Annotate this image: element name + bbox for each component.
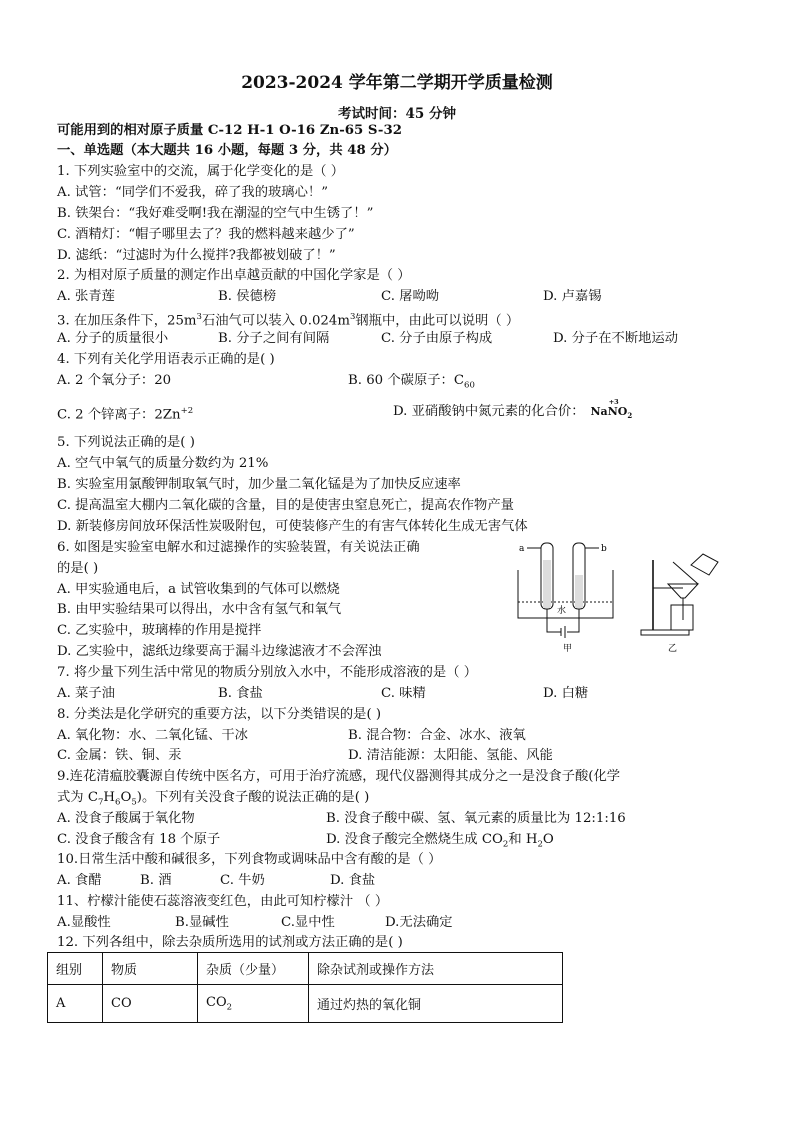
q6-stem-line1: 6. 如图是实验室电解水和过滤操作的实验装置，有关说法正确 [57,540,420,555]
q2-option-c: C. 屠呦呦 [381,289,440,304]
q5-option-d: D. 新装修房间放环保活性炭吸附包，可使装修产生的有害气体转化生成无害气体 [57,519,528,534]
q3-stem: 3. 在加压条件下，$25m^3$石油气可以装入 $0.024m^3$钢瓶中，由此可以说明（ ） [57,312,520,329]
q6-option-d: D. 乙实验中，滤纸边缘要高于漏斗边缘滤液才不会浑浊 [57,644,382,659]
q12-stem: 12. 下列各组中，除去杂质所选用的试剂或方法正确的是( ) [57,935,403,950]
q9-option-b: B. 没食子酸中碳、氢、氧元素的质量比为 12:1:16 [326,811,626,826]
q11-option-c: C.显中性 [281,915,335,930]
page-title: 2023-2024 学年第二学期开学质量检测 [241,73,553,93]
sodium-nitrite-formula: NaN +3 $O_2$ [590,398,633,421]
fig-label-jia: 甲 [563,644,573,654]
electrolysis-apparatus [518,543,613,638]
atomic-masses: 可能用到的相对原子质量 C-12 H-1 O-16 Zn-65 S-32 [57,123,402,138]
q6-option-b: B. 由甲实验结果可以得出，水中含有氢气和氧气 [57,602,342,617]
q4-option-c: C. 2 个锌离子：$2Zn^{+2}$ [57,406,194,423]
q11-option-b: B.显碱性 [175,915,229,930]
table-header-cell: 除杂试剂或操作方法 [309,953,563,985]
fig-label-a: a [519,544,525,554]
table-cell-impurity: $CO_2$ [198,985,309,1023]
filtration-apparatus [641,554,718,635]
q4-option-d: D. 亚硝酸钠中氮元素的化合价： NaN +3 $O_2$ [393,398,633,421]
q9-option-c: C. 没食子酸含有 18 个原子 [57,832,221,847]
fig-label-b: b [601,544,607,554]
q10-stem: 10.日常生活中酸和碱很多，下列食物或调味品中含有酸的是（ ） [57,852,442,867]
section-heading: 一、单选题（本大题共 16 小题，每题 3 分，共 48 分） [57,143,397,158]
table-cell-group: A [48,985,103,1023]
table-cell-substance: CO [103,985,198,1023]
q4-option-a: A. 2 个氧分子：20 [57,373,172,388]
q7-stem: 7. 将少量下列生活中常见的物质分别放入水中，不能形成溶液的是（ ） [57,665,478,680]
q5-option-b: B. 实验室用氯酸钾制取氧气时，加少量二氧化锰是为了加快反应速率 [57,477,461,492]
table-row [48,985,563,1023]
q9-stem-line1: 9.连花清瘟胶囊源自传统中医名方，可用于治疗流感，现代仪器测得其成分之一是没食子酸(化学 [57,769,621,784]
table-cell-method: 通过灼热的氧化铜 [309,985,563,1023]
q8-option-d: D. 清洁能源：太阳能、氢能、风能 [348,748,553,763]
q6-apparatus-figure [513,540,723,655]
q2-option-b: B. 侯德榜 [218,289,277,304]
fig-label-water: 水 [557,606,567,616]
q8-stem: 8. 分类法是化学研究的重要方法，以下分类错误的是( ) [57,707,382,722]
q2-option-a: A. 张青莲 [57,289,115,304]
q1-option-c: C. 酒精灯：“帽子哪里去了？我的燃料越来越少了” [57,227,355,242]
q1-option-b: B. 铁架台：“我好难受啊!我在潮湿的空气中生锈了！” [57,206,374,221]
q12-table [47,952,563,1023]
q8-option-a: A. 氧化物：水、二氧化锰、干冰 [57,728,248,743]
q11-option-d: D.无法确定 [385,915,453,930]
q5-option-c: C. 提高温室大棚内二氧化碳的含量，目的是使害虫窒息死亡，提高农作物产量 [57,498,514,513]
q3-option-b: B. 分子之间有间隔 [218,331,330,346]
q8-option-c: C. 金属：铁、铜、汞 [57,748,182,763]
q2-option-d: D. 卢嘉锡 [543,289,602,304]
q10-option-a: A. 食醋 [57,873,102,888]
q4-stem: 4. 下列有关化学用语表示正确的是( ) [57,352,275,367]
q7-option-b: B. 食盐 [218,686,263,701]
q10-option-d: D. 食盐 [330,873,376,888]
fig-label-yi: 乙 [668,644,678,654]
q3-option-a: A. 分子的质量很小 [57,331,169,346]
table-header-cell: 组别 [48,953,103,985]
q4-option-b: B. 60 个碳原子：$C_{60}$ [348,373,475,391]
q10-option-c: C. 牛奶 [220,873,265,888]
q11-stem: 11、柠檬汁能使石蕊溶液变红色，由此可知柠檬汁 （ ） [57,894,389,909]
q1-stem: 1. 下列实验室中的交流，属于化学变化的是（ ） [57,164,345,179]
q2-stem: 2. 为相对原子质量的测定作出卓越贡献的中国化学家是（ ） [57,268,411,283]
q7-option-a: A. 菜子油 [57,686,115,701]
q11-option-a: A.显酸性 [57,915,111,930]
q9-stem-line2: 式为 $C_7H_6O_5$)。下列有关没食子酸的说法正确的是( ) [57,790,370,808]
exam-time: 考试时间：45 分钟 [338,106,456,122]
table-header-cell: 物质 [103,953,198,985]
q5-option-a: A. 空气中氧气的质量分数约为 21% [57,456,269,471]
q9-option-d: D. 没食子酸完全燃烧生成 $CO_2$和 $H_2O$ [326,832,554,850]
q10-option-b: B. 酒 [140,873,172,888]
q3-option-d: D. 分子在不断地运动 [553,331,679,346]
q3-option-c: C. 分子由原子构成 [381,331,493,346]
q7-option-d: D. 白糖 [543,686,589,701]
q1-option-d: D. 滤纸：“过滤时为什么搅拌?我都被划破了！” [57,248,336,263]
q6-option-a: A. 甲实验通电后，a 试管收集到的气体可以燃烧 [57,582,340,597]
q1-option-a: A. 试管：“同学们不爱我，碎了我的玻璃心！” [57,185,328,200]
table-header-cell: 杂质（少量） [198,953,309,985]
q6-option-c: C. 乙实验中，玻璃棒的作用是搅拌 [57,623,262,638]
q7-option-c: C. 味精 [381,686,426,701]
table-header-row [48,953,563,985]
q8-option-b: B. 混合物：合金、冰水、液氧 [348,728,526,743]
q5-stem: 5. 下列说法正确的是( ) [57,435,195,450]
q6-stem-line2: 的是( ) [57,561,99,576]
q9-option-a: A. 没食子酸属于氧化物 [57,811,195,826]
